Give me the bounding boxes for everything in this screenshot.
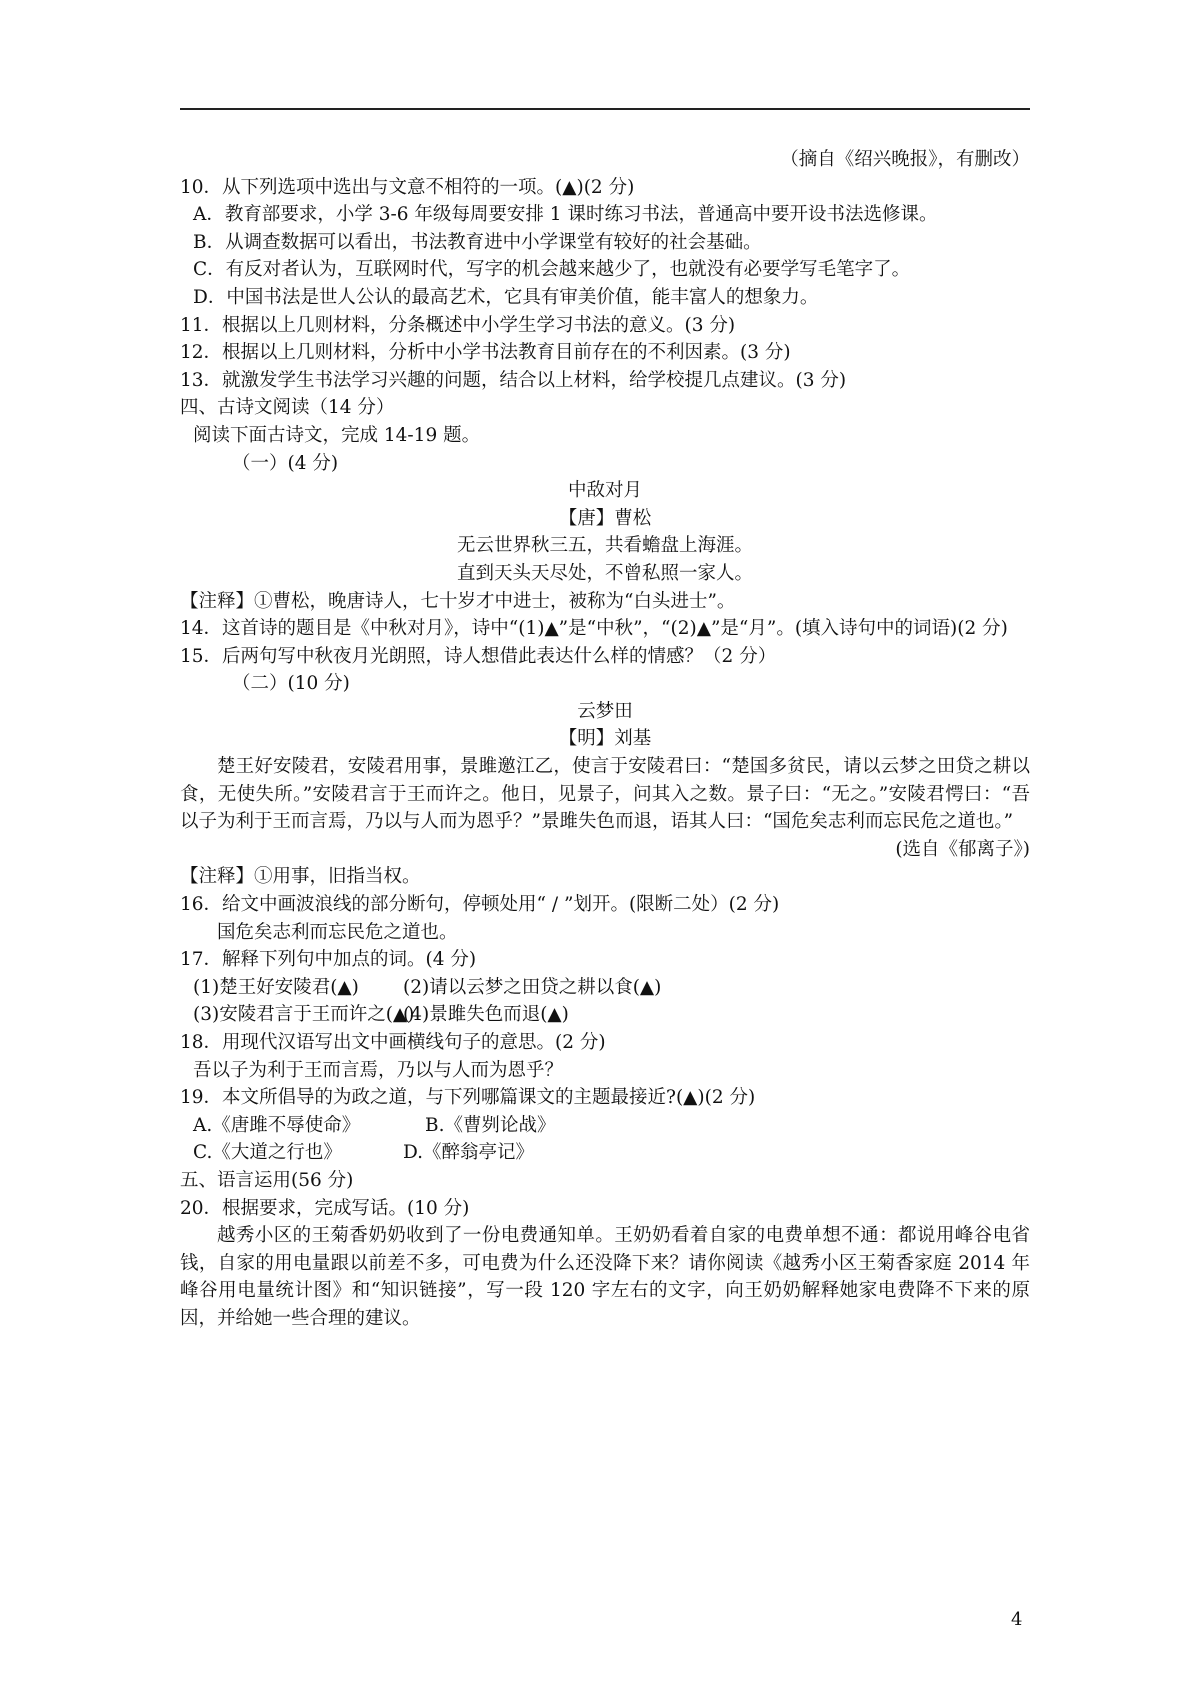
poem-line-1: 无云世界秋三五，共看蟾盘上海涯。 [456,535,753,557]
question-16: 16．给文中画波浪线的部分断句，停顿处用“ / ”划开。(限断二处）(2 分) [180,894,780,916]
section-4-instruction: 阅读下面古诗文，完成 14-19 题。 [193,424,481,446]
q20-text: 越秀小区的王菊香奶奶收到了一份电费通知单。王奶奶看着自家的电费单想不通：都说用峰谷电省钱，自家的用电量跟以前差不多，可电费为什么还没降下来？请你阅读《越秀小区王菊香家庭 2014 年峰谷用电量统计图》和“知识链接”，写一段 120 字左右的文字，向王奶奶解释她家电费降不下来的原因，并给她一些合理的建议。 [180,1225,1030,1329]
q16-text: 国危矣志利而忘民危之道也。 [217,921,458,943]
q17-row-2 [180,1001,1030,1029]
q19-row-2 [180,1139,1030,1167]
q19-row-1 [180,1112,1030,1140]
q10-option-a: A．教育部要求，小学 3-6 年级每周要安排 1 课时练习书法，普通高中要开设书法选修课。 [193,204,938,226]
question-15: 15．后两句写中秋夜月光朗照，诗人想借此表达什么样的情感？（2 分） [180,645,777,667]
q19-option-d: D.《醉翁亭记》 [403,1142,535,1164]
prose-note: 【注释】①用事，旧指当权。 [180,866,421,888]
section-4-heading: 四、古诗文阅读（14 分） [180,397,395,419]
question-10: 10．从下列选项中选出与文意不相符的一项。(▲)(2 分) [180,176,635,198]
question-14: 14．这首诗的题目是《中秋对月》，诗中“(1)▲”是“中秋”，“(2)▲”是“月”。(填入诗句中的词语)(2 分) [180,618,1008,640]
poem-line-2: 直到天头天尽处，不曾私照一家人。 [456,562,753,584]
poem-author: 【唐】曹松 [558,507,652,529]
q17-row-1 [180,974,1030,1002]
page-number: 4 [1011,1609,1023,1630]
q19-option-a: A.《唐雎不辱使命》 [193,1114,361,1136]
q19-option-b: B.《曹刿论战》 [425,1114,556,1136]
question-13: 13．就激发学生书法学习兴趣的问题，结合以上材料，给学校提几点建议。(3 分) [180,369,847,391]
prose-author: 【明】刘基 [558,728,652,750]
section-5-heading: 五、语言运用(56 分) [180,1169,354,1191]
poem-note: 【注释】①曹松，晚唐诗人，七十岁才中进士，被称为“白头进士”。 [180,590,736,612]
question-12: 12．根据以上几则材料，分析中小学书法教育目前存在的不利因素。(3 分) [180,342,791,364]
header-rule [180,108,1030,110]
prose-text: 楚王好安陵君，安陵君用事，景雎邀江乙，使言于安陵君曰：“楚国多贫民，请以云梦之田贷之耕以食，无使失所。”安陵君言于王而许之。他日，见景子，问其入之数。景子曰：“无之。”安陵君愕曰：“吾以子为利于王而言焉，乃以与人而为恩乎？”景雎失色而退，语其人曰：“国危矣志利而忘民危之道也。” [180,756,1030,833]
q17-item-2: (2)请以云梦之田贷之耕以食(▲) [403,976,662,998]
q10-option-c: C．有反对者认为，互联网时代，写字的机会越来越少了，也就没有必要学写毛笔字了。 [193,259,911,281]
question-20: 20．根据要求，完成写话。(10 分) [180,1197,470,1219]
q19-option-c: C.《大道之行也》 [193,1142,342,1164]
q17-item-3: (3)安陵君言于王而许之(▲) [193,1004,415,1026]
exam-page-content [180,146,1030,1333]
question-18: 18．用现代汉语写出文中画横线句子的意思。(2 分) [180,1032,606,1053]
q10-option-b: B．从调查数据可以看出，书法教育进中小学课堂有较好的社会基础。 [193,231,762,253]
part-2-label: （二）(10 分) [232,673,350,695]
q18-text: 吾以子为利于王而言焉，乃以与人而为恩乎？ [193,1059,564,1081]
question-17: 17．解释下列句中加点的词。(4 分) [180,949,477,971]
prose-title: 云梦田 [577,700,633,722]
part-1-label: （一）(4 分) [232,452,339,474]
source-note: （摘自《绍兴晚报》，有删改） [780,149,1030,170]
prose-source: (选自《郁离子》) [895,838,1030,860]
question-11: 11．根据以上几则材料，分条概述中小学生学习书法的意义。(3 分) [180,314,736,336]
poem-title: 中敌对月 [567,480,642,502]
q17-item-4: (4)景雎失色而退(▲) [403,1004,569,1026]
q10-option-d: D．中国书法是世人公认的最高艺术，它具有审美价值，能丰富人的想象力。 [193,286,819,308]
question-19: 19．本文所倡导的为政之道，与下列哪篇课文的主题最接近?(▲)(2 分) [180,1087,756,1109]
q17-item-1: (1)楚王好安陵君(▲) [193,976,359,998]
